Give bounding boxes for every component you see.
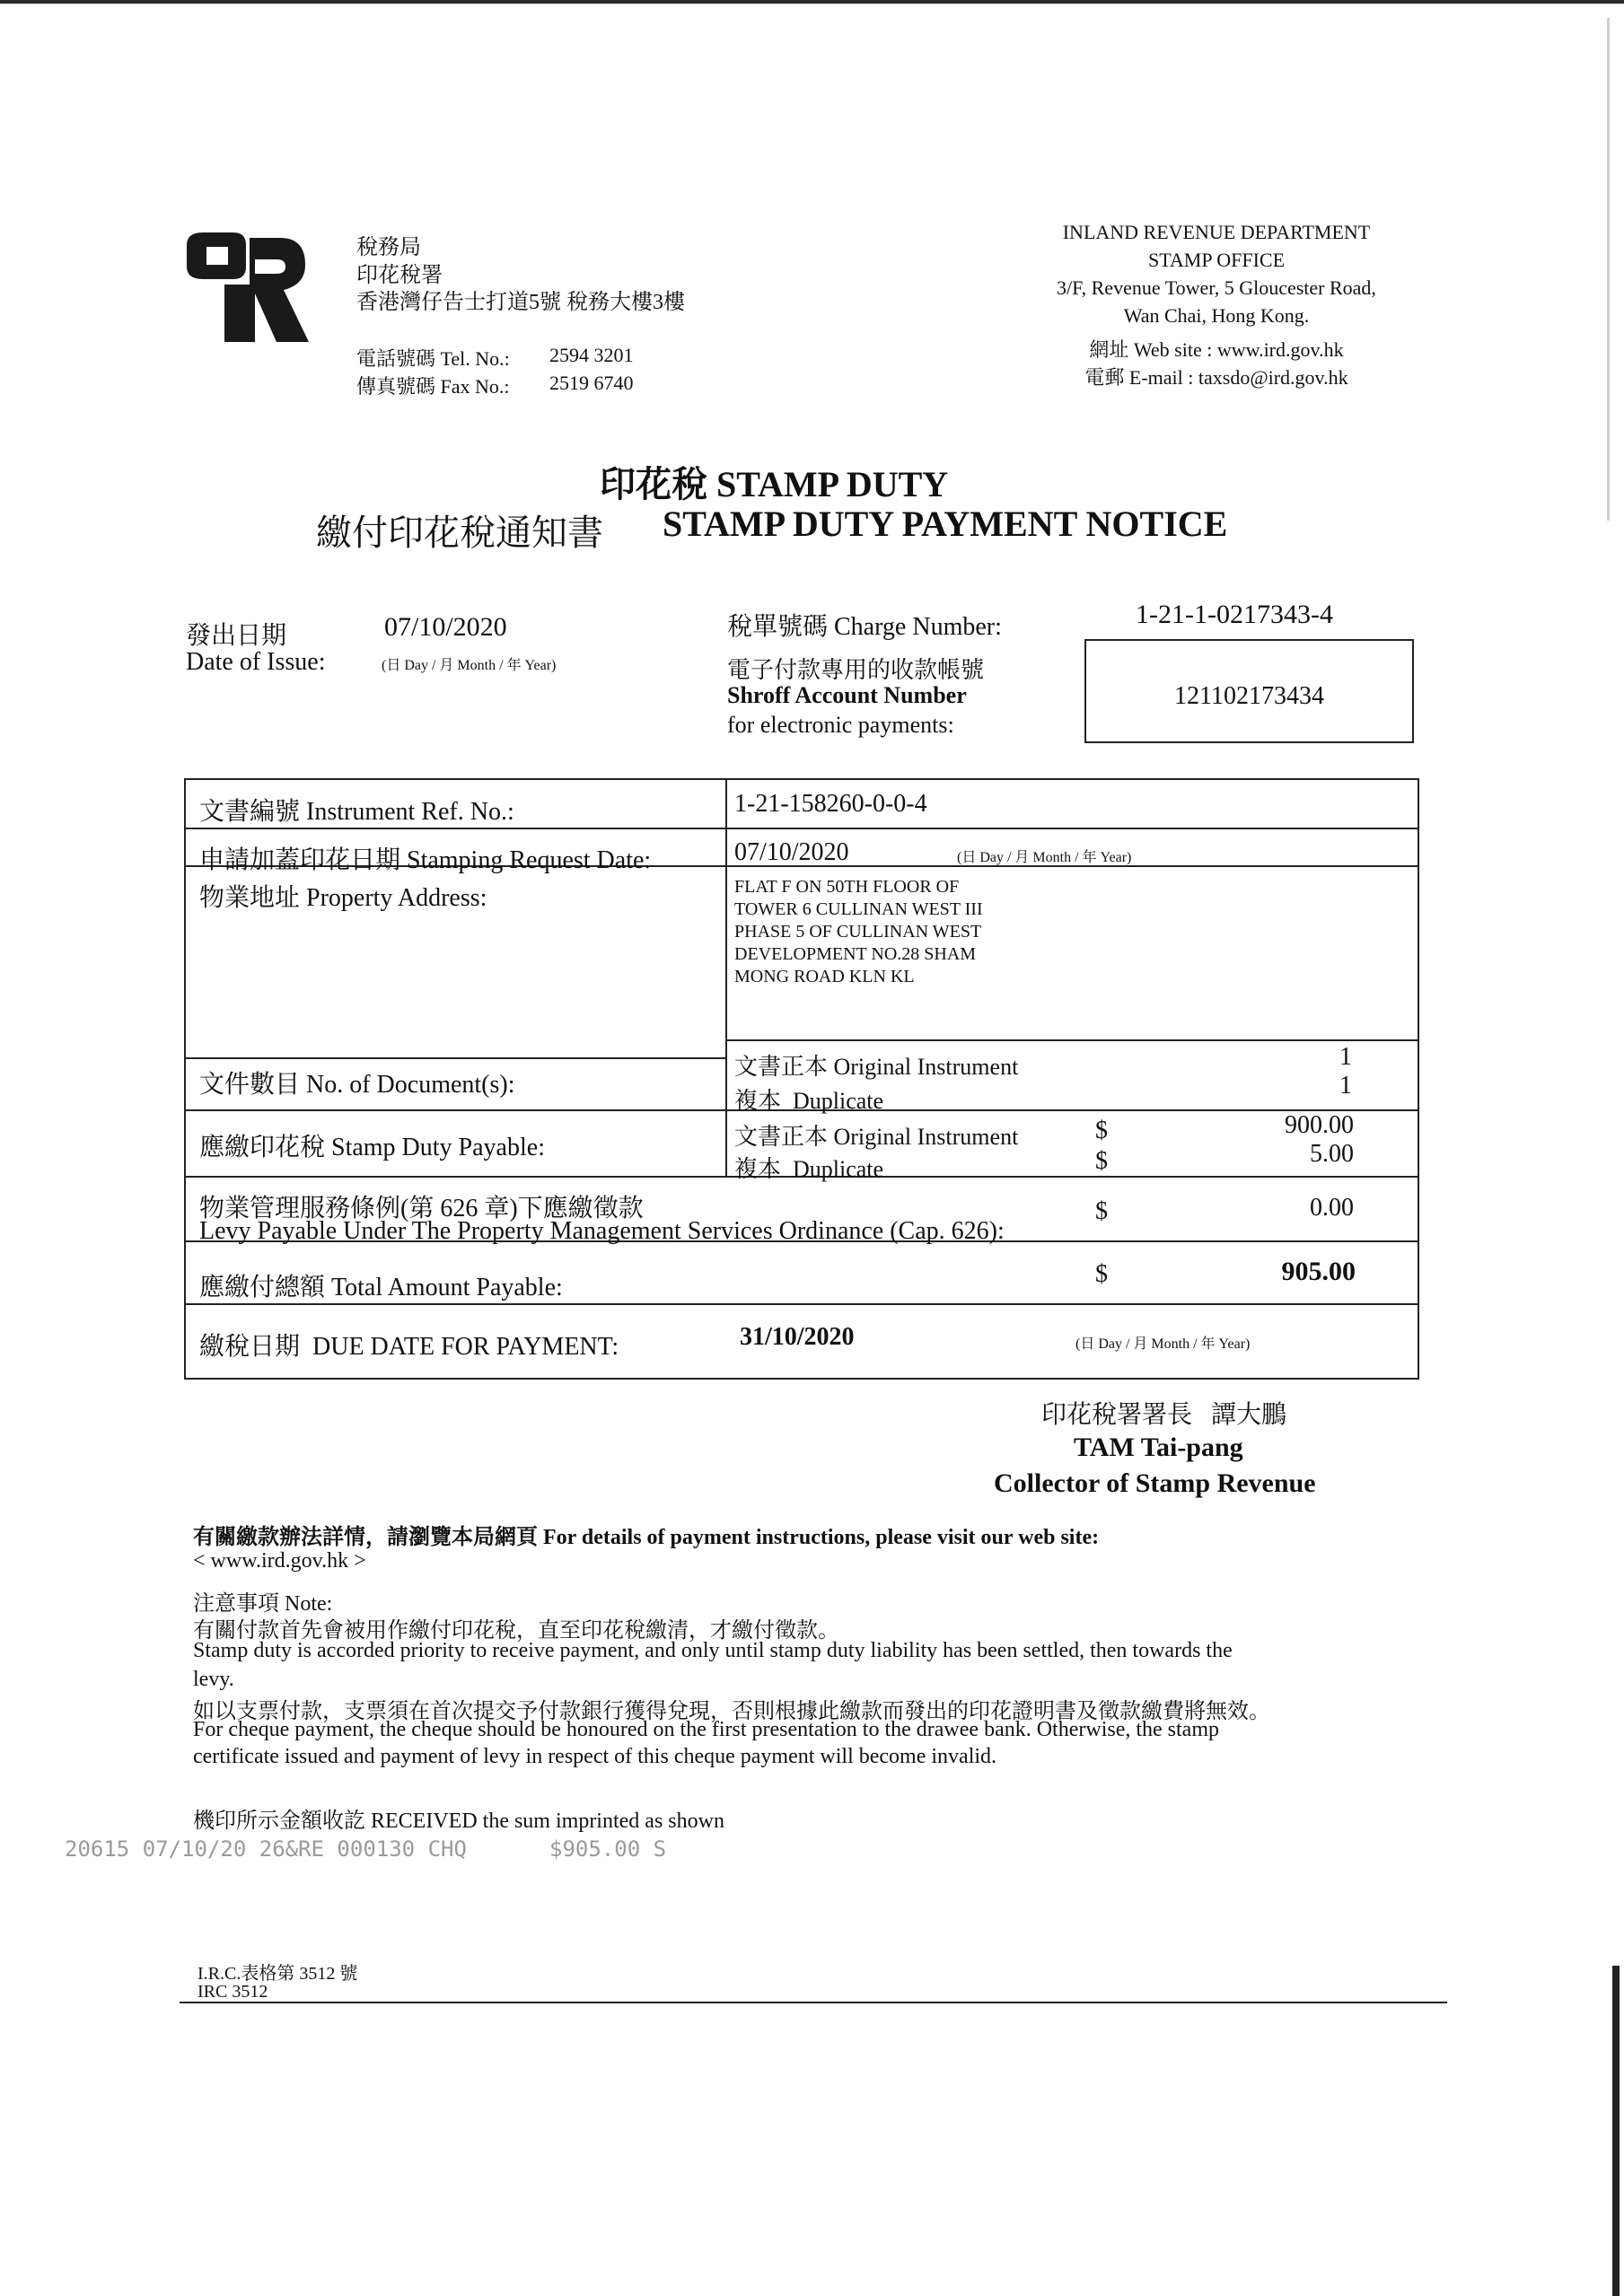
payment-details-line: 有關繳款辦法詳情，請瀏覽本局網頁 For details of payment instructions, please visit our web site: [193, 1526, 1100, 1549]
note-2-en-a: For cheque payment, the cheque should be honoured on the first presentation to the drawee bank. Otherwise, the stamp [193, 1718, 1219, 1741]
payment-imprint-left: 20615 07/10/20 26&RE 000130 CHQ [65, 1836, 467, 1862]
ird-logo [180, 229, 310, 346]
note-label: 注意事項 Note: [193, 1592, 333, 1616]
payment-website: < www.ird.gov.hk > [193, 1549, 366, 1573]
levy-label-cn: 物業管理服務條例(第 626 章)下應繳徵款 [199, 1195, 644, 1222]
stamping-date-format: (日 Day / 月 Month / 年 Year) [957, 850, 1132, 865]
instrument-ref-value: 1-21-158260-0-0-4 [734, 790, 927, 818]
shroff-label-cn: 電子付款專用的收款帳號 [727, 657, 985, 683]
scan-right-bar [1612, 1966, 1620, 2296]
header-en-address-2: Wan Chai, Hong Kong. [1123, 304, 1310, 327]
note-2-en-b: certificate issued and payment of levy in respect of this cheque payment will become invalid. [193, 1745, 997, 1768]
instrument-ref-label: 文書編號 Instrument Ref. No.: [199, 798, 514, 826]
issue-date-format: (日 Day / 月 Month / 年 Year) [382, 658, 557, 673]
title-stamp-duty: 印花稅 STAMP DUTY [600, 464, 949, 504]
payable-duplicate-label: 複本 Duplicate [734, 1156, 884, 1182]
documents-label: 文件數目 No. of Document(s): [199, 1071, 515, 1099]
payable-original-currency: $ [1095, 1117, 1108, 1144]
charge-number: 1-21-1-0217343-4 [1136, 600, 1333, 629]
collector-name: TAM Tai-pang [1074, 1433, 1243, 1462]
due-date-label: 繳稅日期 DUE DATE FOR PAYMENT: [199, 1333, 619, 1361]
due-date-value: 31/10/2020 [740, 1323, 855, 1351]
levy-label-en: Levy Payable Under The Property Management Services Ordinance (Cap. 626): [199, 1217, 1005, 1245]
header-cn-address: 香港灣仔告士打道5號 稅務大樓3樓 [356, 291, 685, 314]
levy-amount: 0.00 [1310, 1194, 1354, 1222]
payable-duplicate-currency: $ [1095, 1147, 1108, 1175]
header-email: 電郵 E-mail : taxsdo@ird.gov.hk [1084, 366, 1348, 389]
documents-original-count: 1 [1339, 1043, 1352, 1071]
header-en-address-1: 3/F, Revenue Tower, 5 Gloucester Road, [1057, 276, 1376, 299]
title-notice-en: STAMP DUTY PAYMENT NOTICE [663, 504, 1228, 544]
received-line: 機印所示金額收訖 RECEIVED the sum imprinted as shown [193, 1810, 724, 1833]
issue-label-en: Date of Issue: [186, 648, 326, 676]
fax-label: 傳真號碼 Fax No.: [356, 375, 510, 398]
documents-duplicate-count: 1 [1339, 1072, 1352, 1100]
shroff-account-number: 121102173434 [1174, 682, 1324, 710]
collector-title-cn: 印花稅署署長 譚大鵬 [1041, 1401, 1287, 1429]
note-1-en-b: levy. [193, 1668, 234, 1691]
documents-duplicate-label: 複本 Duplicate [734, 1088, 884, 1114]
payable-original-label: 文書正本 Original Instrument [734, 1124, 1019, 1150]
tel-value: 2594 3201 [549, 344, 634, 366]
tel-label: 電話號碼 Tel. No.: [356, 347, 510, 370]
stamp-duty-payable-label: 應繳印花稅 Stamp Duty Payable: [199, 1134, 545, 1161]
shroff-label-en: Shroff Account Number [727, 682, 967, 708]
form-number-en: IRC 3512 [198, 1982, 268, 2002]
payable-duplicate-amount: 5.00 [1310, 1140, 1354, 1168]
total-amount-value: 905.00 [1281, 1257, 1356, 1286]
header-en-dept: INLAND REVENUE DEPARTMENT [1062, 221, 1371, 243]
fax-value: 2519 6740 [549, 372, 634, 394]
scan-right-edge [1607, 18, 1610, 521]
payable-original-amount: 900.00 [1285, 1111, 1354, 1139]
documents-original-label: 文書正本 Original Instrument [734, 1054, 1019, 1080]
form-number-cn: I.R.C.表格第 3512 號 [198, 1964, 358, 1984]
title-notice-cn: 繳付印花稅通知書 [316, 513, 603, 553]
scan-top-edge [0, 0, 1624, 4]
levy-currency: $ [1095, 1197, 1108, 1225]
header-cn-office: 印花稅署 [356, 264, 443, 287]
header-cn-dept: 稅務局 [356, 236, 421, 259]
note-2-cn: 如以支票付款，支票須在首次提交予付款銀行獲得兌現，否則根據此繳款而發出的印花證明書及徵款繳費將無效。 [193, 1700, 1270, 1723]
note-1-cn: 有關付款首先會被用作繳付印花稅，直至印花稅繳清，才繳付徵款。 [193, 1619, 839, 1643]
shroff-label-en-2: for electronic payments: [727, 712, 954, 738]
payment-imprint-right: $905.00 S [549, 1836, 667, 1862]
property-address-value: FLAT F ON 50TH FLOOR OF TOWER 6 CULLINAN WEST III PHASE 5 OF CULLINAN WEST DEVELOPMENT NO.28 SHAM MONG ROAD KLN KL [734, 877, 983, 986]
due-date-format: (日 Day / 月 Month / 年 Year) [1075, 1336, 1251, 1352]
header-en-office: STAMP OFFICE [1147, 249, 1286, 271]
note-1-en-a: Stamp duty is accorded priority to receive payment, and only until stamp duty liability has been settled, then towards the [193, 1639, 1233, 1662]
total-amount-label: 應繳付總額 Total Amount Payable: [199, 1274, 563, 1301]
charge-number-label: 稅單號碼 Charge Number: [727, 613, 1002, 641]
stamping-date-label: 申請加蓋印花日期 Stamping Request Date: [199, 846, 652, 874]
header-website: 網址 Web site : www.ird.gov.hk [1089, 338, 1344, 361]
stamping-date-value: 07/10/2020 [734, 838, 849, 866]
table-divider-vertical [725, 778, 727, 1177]
property-address-label: 物業地址 Property Address: [199, 884, 487, 912]
issue-date: 07/10/2020 [384, 612, 507, 642]
total-currency: $ [1095, 1260, 1108, 1288]
collector-title-en: Collector of Stamp Revenue [994, 1468, 1316, 1498]
issue-label-cn: 發出日期 [186, 622, 287, 650]
footer-rule [180, 2002, 1447, 2003]
